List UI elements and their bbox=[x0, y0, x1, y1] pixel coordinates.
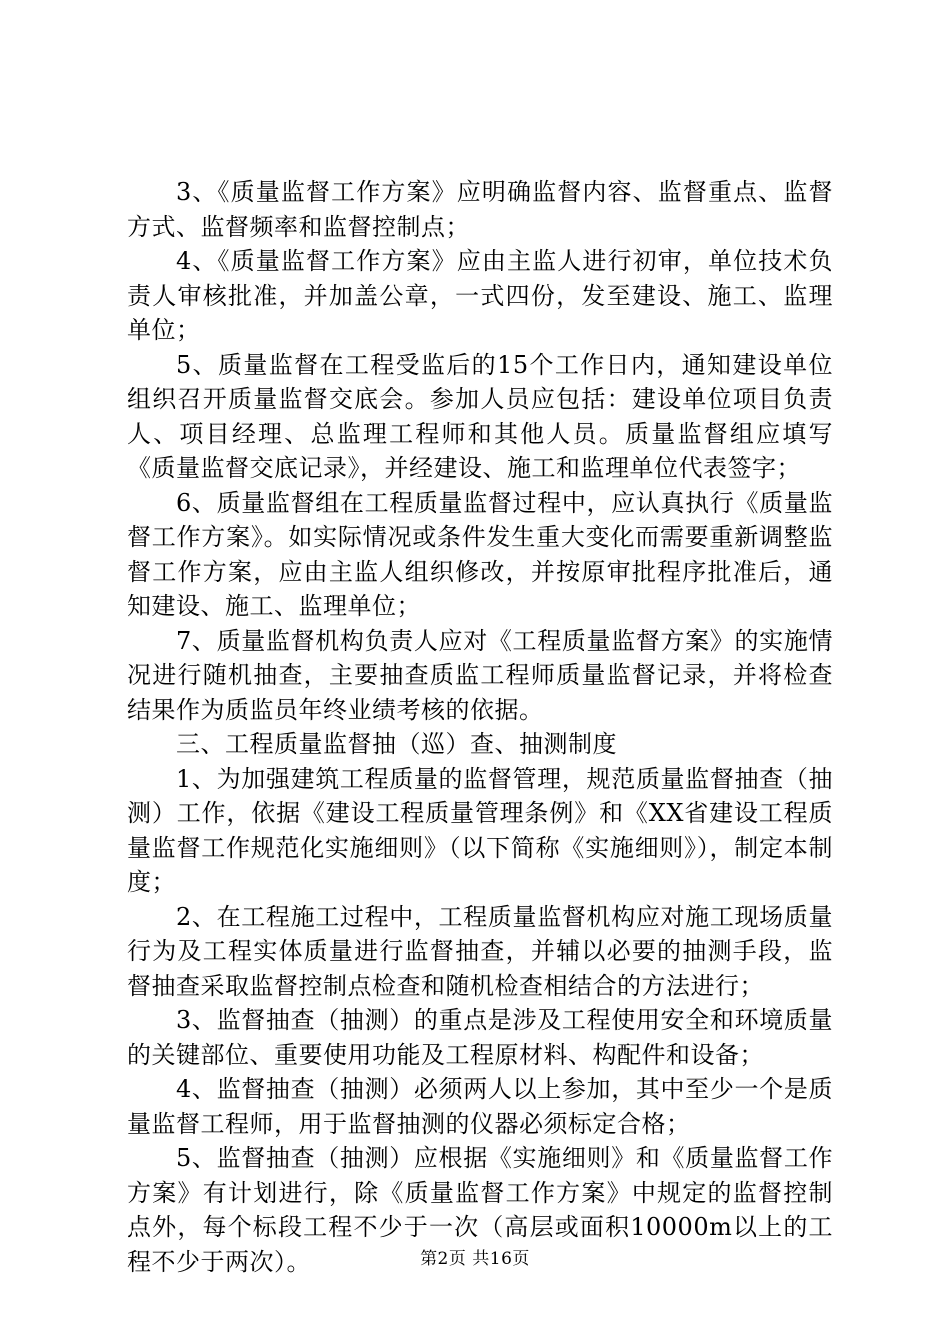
paragraph-item-2-construction-process: 2、在工程施工过程中，工程质量监督机构应对施工现场质量行为及工程实体质量进行监督抽查，并辅以必要的抽测手段，监督抽查采取监督控制点检查和随机检查相结合的方法进行； bbox=[127, 902, 833, 1000]
paragraph-item-4-plan-approval: 4、《质量监督工作方案》应由主监人进行初审，单位技术负责人审核批准，并加盖公章，一式四份，发至建设、施工、监理单位； bbox=[127, 247, 833, 344]
paragraph-item-3-plan-content: 3、《质量监督工作方案》应明确监督内容、监督重点、监督方式、监督频率和监督控制点； bbox=[127, 178, 833, 241]
paragraph-item-4-personnel: 4、监督抽查（抽测）必须两人以上参加，其中至少一个是质量监督工程师，用于监督抽测的仪器必须标定合格； bbox=[127, 1075, 833, 1138]
paragraph-item-3-key-points: 3、监督抽查（抽测）的重点是涉及工程使用安全和环境质量的关键部位、重要使用功能及工程原材料、构配件和设备； bbox=[127, 1006, 833, 1069]
paragraph-item-1-purpose: 1、为加强建筑工程质量的监督管理，规范质量监督抽查（抽测）工作，依据《建设工程质量管理条例》和《XX省建设工程质量监督工作规范化实施细则》（以下简称《实施细则》），制定本制度； bbox=[127, 764, 833, 896]
paragraph-item-5-frequency: 5、监督抽查（抽测）应根据《实施细则》和《质量监督工作方案》有计划进行，除《质量监督工作方案》中规定的监督控制点外，每个标段工程不少于一次（高层或面积10000m以上的工程不少于两次）。 bbox=[127, 1144, 833, 1276]
paragraph-item-7-random-inspection: 7、质量监督机构负责人应对《工程质量监督方案》的实施情况进行随机抽查，主要抽查质监工程师质量监督记录，并将检查结果作为质监员年终业绩考核的依据。 bbox=[127, 626, 833, 724]
paragraph-item-5-briefing-meeting: 5、质量监督在工程受监后的15个工作日内，通知建设单位组织召开质量监督交底会。参加人员应包括：建设单位项目负责人、项目经理、总监理工程师和其他人员。质量监督组应填写《质量监督交底记录》，并经建设、施工和监理单位代表签字； bbox=[127, 350, 833, 482]
section-heading-spot-check-system: 三、工程质量监督抽（巡）查、抽测制度 bbox=[176, 730, 617, 758]
document-body bbox=[127, 175, 833, 1279]
page-number-footer: 第2页 共16页 bbox=[420, 1249, 530, 1269]
paragraph-item-6-plan-execution: 6、质量监督组在工程质量监督过程中，应认真执行《质量监督工作方案》。如实际情况或条件发生重大变化而需要重新调整监督工作方案，应由主监人组织修改，并按原审批程序批准后，通知建设、施工、监理单位； bbox=[127, 488, 833, 620]
